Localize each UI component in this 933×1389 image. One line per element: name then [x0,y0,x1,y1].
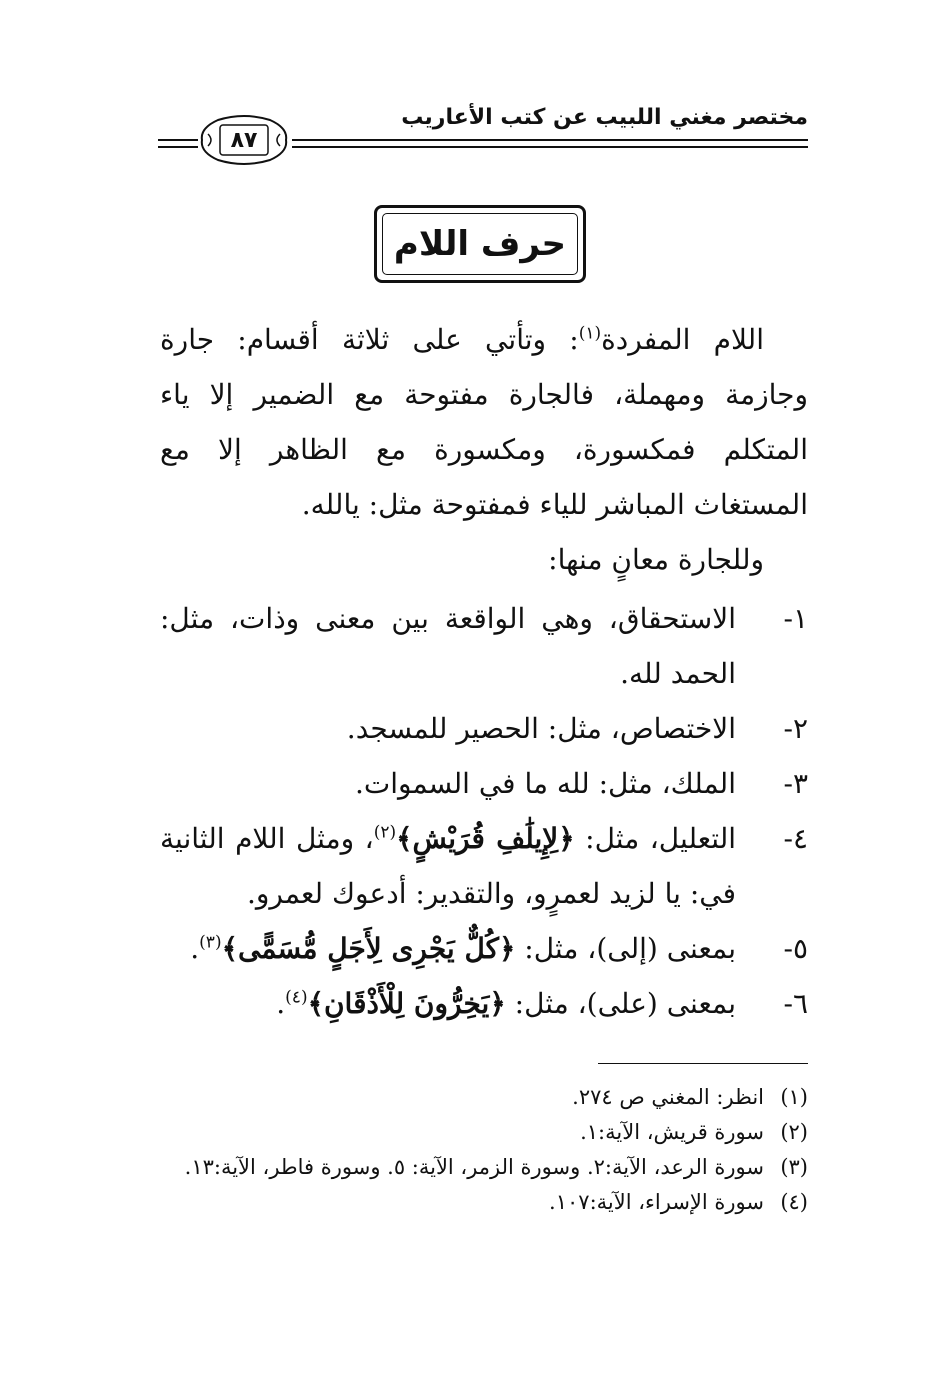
item-text [160,811,736,921]
list-item [160,701,808,756]
item-number: ٥- [783,932,808,965]
item-text-rest: . [276,987,286,1020]
meanings-intro: وللجارة معانٍ منها: [548,543,764,576]
intro-text-start: اللام المفردة [601,323,764,356]
header-rule [292,139,808,148]
item-number: ٣- [783,767,808,800]
intro-text-rest: : وتأتي على ثلاثة أقسام: جارة وجازمة ومهملة، فالجارة مفتوحة مع الضمير إلا ياء المتكلم فمكسورة، ومكسورة مع الظاهر إلا مع المستغاث المباشر للياء فمفتوحة مثل: يالله. [160,323,808,521]
item-number: ٢- [783,712,808,745]
item-text-rest: . [190,932,200,965]
item-number: ١- [783,602,808,635]
running-header-title: مختصر مغني اللبيب عن كتب الأعاريب [401,105,808,130]
list-item [160,756,808,811]
quran-verse: ﴿يَخِرُّونَ لِلْأَذْقَانِ﴾ [307,987,506,1020]
item-text-start: بمعنى (على)، مثل: [505,987,736,1020]
footnote-text: سورة قريش، الآية:١. [580,1120,764,1144]
footnote-ref-1: (١) [578,323,602,344]
chapter-title: حرف اللام [393,224,567,264]
item-number: ٦- [783,987,808,1020]
footnote-text: سورة الإسراء، الآية:١٠٧. [549,1190,764,1214]
footnote-ref-2: (٢) [373,822,397,843]
chapter-title-frame [374,205,586,283]
item-text [160,921,736,976]
page-number: ٨٧ [230,127,258,153]
list-item [160,591,808,701]
meanings-list [160,591,808,1031]
quran-verse: ﴿لِإِيلَٰفِ قُرَيْشٍ﴾ [396,822,575,855]
footnote [160,1185,808,1220]
main-text [160,312,808,1031]
footnote [160,1115,808,1150]
quran-verse: ﴿كُلٌّ يَجْرِى لِأَجَلٍ مُّسَمًّى﴾ [221,932,516,965]
footnote-ref-4: (٤) [285,987,308,1008]
item-text: الملك، مثل: لله ما في السموات. [354,767,736,800]
footnote-text: سورة الرعد، الآية:٢. وسورة الزمر، الآية: ٥. وسورة فاطر، الآية:١٣. [184,1155,764,1179]
list-item [160,976,808,1031]
item-text: الاستحقاق، وهي الواقعة بين معنى وذات، مثل: الحمد لله. [160,602,736,690]
header-rule-short [158,139,198,148]
footnote [160,1150,808,1185]
item-text-start: التعليل، مثل: [574,822,737,855]
footnote-divider [598,1063,808,1064]
item-text-rest: ، ومثل اللام الثانية في: يا لزيد لعمرٍو، والتقدير: أدعوك لعمرو. [160,822,736,910]
page-number-badge [198,114,290,166]
footnote-number: (٤) [780,1190,808,1214]
footnote-number: (٣) [780,1155,808,1179]
item-number: ٤- [783,822,808,855]
item-text-start: بمعنى (إلى)، مثل: [515,932,736,965]
item-text [160,976,736,1031]
footnote-text: انظر: المغني ص ٢٧٤. [572,1085,764,1109]
item-text: الاختصاص، مثل: الحصير للمسجد. [346,712,736,745]
footnote-number: (٢) [780,1120,808,1144]
footnotes [160,1080,808,1220]
list-item [160,921,808,976]
list-item [160,811,808,921]
footnote [160,1080,808,1115]
footnote-ref-3: (٣) [199,932,222,953]
intro-paragraph [160,312,808,532]
footnote-number: (١) [780,1085,808,1109]
